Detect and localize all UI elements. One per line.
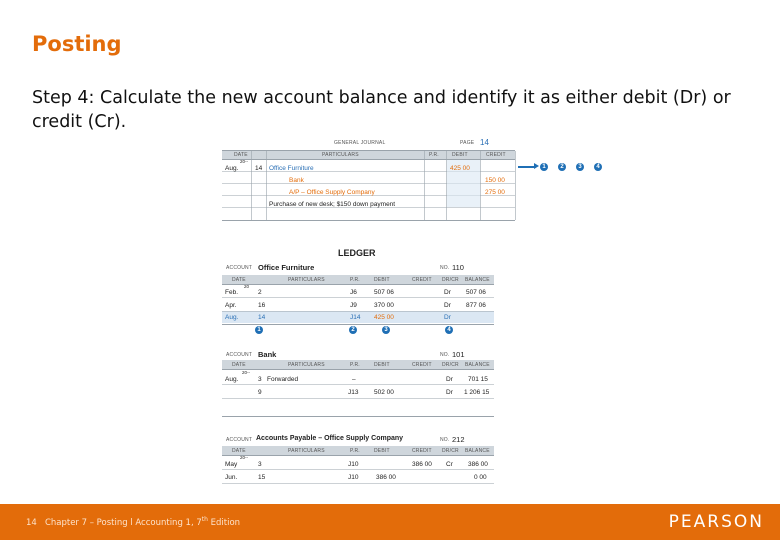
row-day: 3 [258,461,262,468]
journal-day: 14 [255,165,263,172]
ledger-marker-2: 2 [349,326,357,334]
journal-col-debit: DEBIT [452,152,468,158]
footer-chapter: Chapter 7 – Posting l Accounting 1, 7 [44,517,202,528]
journal-month: Aug. [225,165,239,172]
row-debit: 502 00 [374,389,394,396]
ledger-col-particulars: PARTICULARS [288,448,325,454]
row-month: Apr. [225,302,237,309]
row-balance: 1 206 15 [464,389,490,396]
ledger-col-date: DATE [232,362,246,368]
ledger-col-drcr: DR/CR [442,448,459,454]
row-pr: J13 [348,389,359,396]
journal-marker-2: 2 [558,163,566,171]
row-month: May [225,461,238,468]
account-label: ACCOUNT [226,437,253,443]
account-no: 101 [452,350,465,359]
row-pr: J14 [350,314,361,321]
ledger-marker-3: 3 [382,326,390,334]
row-particulars: Forwarded [267,376,299,383]
ledger-col-date: DATE [232,448,246,454]
account-name: Office Furniture [258,263,315,272]
account-no: 110 [452,263,464,272]
journal-page-label: PAGE [460,140,475,146]
account-no-label: NO. [440,437,450,443]
journal-row-1-debit: 425 00 [450,165,470,172]
ledger-marker-1: 1 [255,326,263,334]
footer-page: 14 [26,517,37,528]
row-day: 16 [258,302,266,309]
ledger-col-pr: P.R. [350,362,360,368]
journal-row-2-particulars: Bank [289,177,304,184]
row-balance: 0 00 [474,474,487,481]
footer-edition: Edition [207,517,241,528]
row-month: Feb. [225,289,239,296]
account-label: ACCOUNT [226,265,253,271]
account-label: ACCOUNT [226,352,253,358]
row-day: 2 [258,289,262,296]
ledger-col-particulars: PARTICULARS [288,362,325,368]
journal-row-1-particulars: Office Furniture [269,165,314,172]
ledger-col-debit: DEBIT [374,277,390,283]
journal-heading: GENERAL JOURNAL [334,140,386,146]
slide-title: Posting [32,32,122,56]
ledger-col-date: DATE [232,277,246,283]
journal-col-particulars: PARTICULARS [322,152,359,158]
row-credit: 386 00 [412,461,432,468]
ledger-col-debit: DEBIT [374,448,390,454]
ledger-col-debit: DEBIT [374,362,390,368]
ledger-year: 20-- [240,455,249,460]
row-debit: 425 00 [374,314,394,321]
row-pr: J10 [348,461,359,468]
journal-col-pr: P.R. [429,152,439,158]
row-day: 15 [258,474,266,481]
row-day: 14 [258,314,266,321]
ledger-col-pr: P.R. [350,277,360,283]
journal-row-3-particulars: A/P – Office Supply Company [289,189,375,196]
footer-edition-sup: th [201,516,208,523]
row-drcr: Dr [446,376,453,383]
journal-row-3-credit: 275 00 [485,189,505,196]
row-drcr: Dr [444,302,451,309]
row-month: Aug. [225,314,239,321]
journal-marker-1: 1 [540,163,548,171]
journal-col-credit: CREDIT [486,152,506,158]
ledger-col-pr: P.R. [350,448,360,454]
row-balance: 877 06 [466,302,486,309]
pearson-logo: PEARSON [668,512,764,532]
row-pr: J6 [350,289,357,296]
ledger-marker-4: 4 [445,326,453,334]
journal-col-date: DATE [234,152,248,158]
ledger-col-drcr: DR/CR [442,362,459,368]
ledger-year: 20 [244,284,250,289]
journal-year: 20-- [240,159,249,164]
footer-bar [0,504,780,540]
ledger-col-balance: BALANCE [465,448,490,454]
row-drcr: Cr [446,461,453,468]
account-no-label: NO. [440,265,450,271]
journal-page-no: 14 [480,138,489,147]
row-drcr: Dr [444,289,451,296]
ledger-col-balance: BALANCE [465,277,490,283]
footer-text [26,516,240,528]
row-drcr: Dr [446,389,453,396]
step-text: Step 4: Calculate the new account balance and identify it as either debit (Dr) or credit (Cr). [32,88,731,132]
row-debit: 507 06 [374,289,394,296]
row-drcr: Dr [444,314,451,321]
accounting-figure [222,136,522,504]
journal-marker-3: 3 [576,163,584,171]
row-balance: 507 06 [466,289,486,296]
account-name: Accounts Payable – Office Supply Company [256,435,404,442]
row-pr: J9 [350,302,357,309]
ledger-col-credit: CREDIT [412,448,432,454]
journal-row-2-credit: 150 00 [485,177,505,184]
account-no-label: NO. [440,352,450,358]
row-month: Jun. [225,474,238,481]
journal-explanation: Purchase of new desk; $150 down payment [269,201,396,208]
row-balance: 701 15 [468,376,488,383]
journal-marker-4: 4 [594,163,602,171]
row-day: 3 [258,376,262,383]
row-balance: 386 00 [468,461,488,468]
ledger-col-particulars: PARTICULARS [288,277,325,283]
account-name: Bank [258,350,277,359]
row-month: Aug. [225,376,239,383]
row-day: 9 [258,389,262,396]
ledger-col-credit: CREDIT [412,362,432,368]
ledger-col-balance: BALANCE [465,362,490,368]
ledger-heading: LEDGER [338,248,376,258]
row-pr: – [352,376,356,383]
row-debit: 386 00 [376,474,396,481]
row-pr: J10 [348,474,359,481]
row-debit: 370 00 [374,302,394,309]
ledger-year: 20-- [242,370,251,375]
journal-arrow-head [534,163,539,169]
account-no: 212 [452,435,465,444]
ledger-col-drcr: DR/CR [442,277,459,283]
ledger-col-credit: CREDIT [412,277,432,283]
